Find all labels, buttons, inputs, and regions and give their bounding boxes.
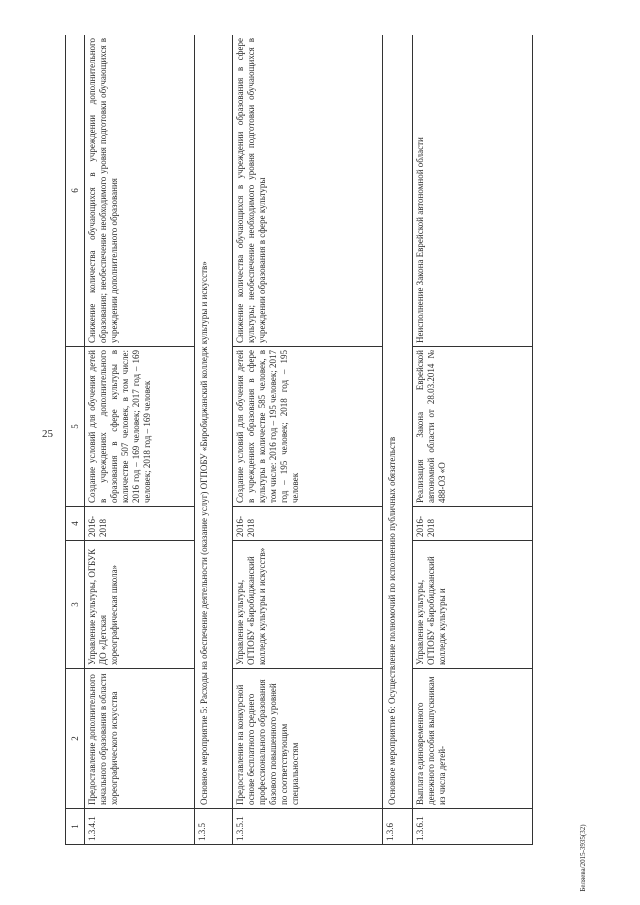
row-executor: Управление культуры, ОГБУК ДО «Детская хореографическая школа» — [85, 541, 195, 669]
column-header: 1 — [66, 809, 85, 845]
column-header: 3 — [66, 541, 85, 669]
row-result: Реализация Закона Еврейской автономной области от 28.03.2014 № 488-ОЗ «О — [413, 347, 533, 507]
row-number: 1.3.4.1 — [85, 809, 195, 845]
section-number: 1.3.5 — [195, 809, 233, 845]
section-number: 1.3.6 — [383, 809, 413, 845]
table-row — [233, 35, 383, 845]
row-consequence: Снижение количества обучающихся в учреждении дополнительного образования; необеспечение необходимого уровня подготовки обучающихся в учреждении дополнительного образования — [85, 35, 195, 347]
rotated-table-sheet — [65, 35, 535, 845]
footer-code — [579, 824, 595, 892]
section-title: Основное мероприятие 5: Расходы на обеспечение деятельности (оказание услуг) ОГПОБУ «Биробиджанский колледж культуры и искусств» — [195, 35, 233, 809]
row-period: 2016-2018 — [233, 507, 383, 541]
footer-text: Беляева/2015-3935(32) — [579, 824, 587, 892]
row-description: Предоставление дополнительного начального образования в области хореографического искусства — [85, 669, 195, 809]
row-period: 2016-2018 — [413, 507, 533, 541]
row-executor: Управление культуры, ОГПОБУ «Биробиджанский колледж культуры и искусств» — [233, 541, 383, 669]
row-number: 1.3.5.1 — [233, 809, 383, 845]
section-row — [195, 35, 233, 845]
row-period: 2016-2018 — [85, 507, 195, 541]
column-header: 5 — [66, 347, 85, 507]
row-description: Выплата единовременного денежного пособия выпускникам из числа детей- — [413, 669, 533, 809]
column-header: 2 — [66, 669, 85, 809]
program-table — [65, 35, 533, 845]
table-row — [413, 35, 533, 845]
table-row — [85, 35, 195, 845]
row-result: Создание условий для обучения детей в учреждениях дополнительного образования в сфере культуры в количестве 507 человек, в том числе: 2016 год – 169 человек; 2017 год – 169 человек; 2018 год – 169 человек — [85, 347, 195, 507]
row-number: 1.3.6.1 — [413, 809, 533, 845]
column-header: 4 — [66, 507, 85, 541]
column-header: 6 — [66, 35, 85, 347]
row-description: Предоставление на конкурсной основе бесплатного среднего профессионального образования базового повышенного уровней по соответствующим специальностям — [233, 669, 383, 809]
section-title: Основное мероприятие 6: Осуществление полномочий по исполнению публичных обязательств — [383, 35, 413, 809]
page-number: 25 — [42, 428, 53, 440]
header-row — [66, 35, 85, 845]
row-consequence: Снижение количества обучающихся в учреждении образования в сфере культуры; необеспечение необходимого уровня подготовки обучающихся в учреждении образования в сфере культуры — [233, 35, 383, 347]
section-row — [383, 35, 413, 845]
row-executor: Управление культуры, ОГПОБУ «Биробиджанский колледж культуры и — [413, 541, 533, 669]
row-result: Создание условий для обучения детей в учреждениях образования в сфере культуры в количестве 585 человек, в том числе: 2016 год – 195 человек; 2017 год – 195 человек; 2018 год – 195 человек — [233, 347, 383, 507]
row-consequence: Неисполнение Закона Еврейской автономной области — [413, 35, 533, 347]
